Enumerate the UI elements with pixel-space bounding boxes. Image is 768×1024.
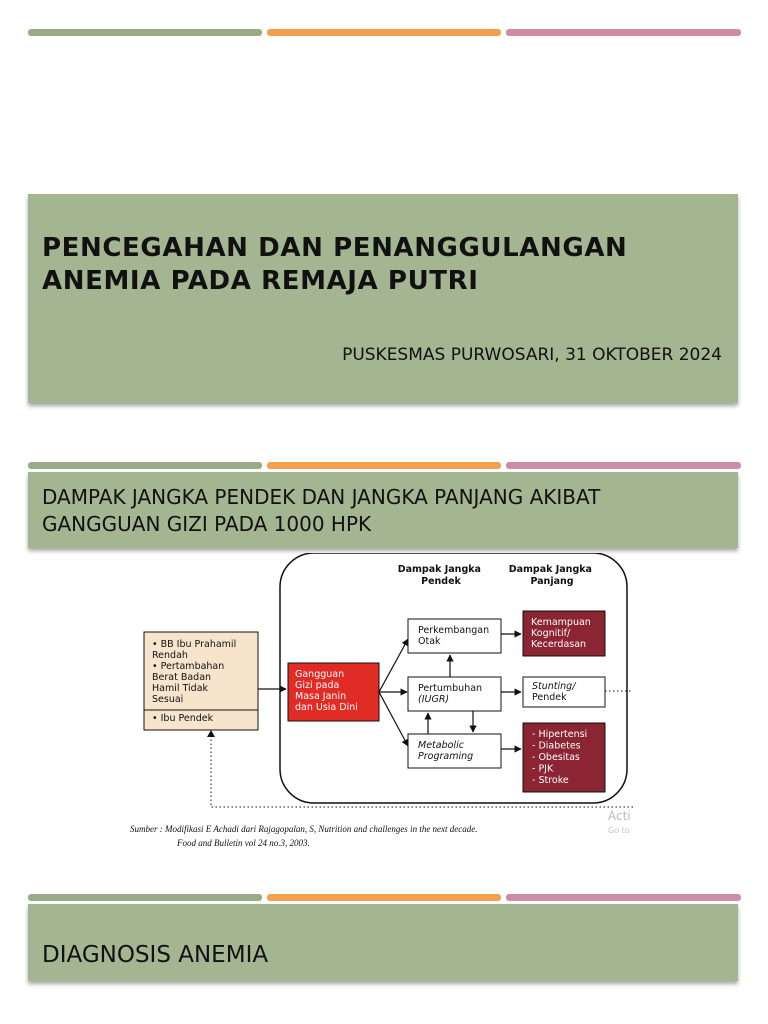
growth-box	[408, 677, 501, 711]
accent-bar-orange	[267, 462, 501, 469]
title-banner	[28, 194, 738, 403]
section-banner-diagnosis	[28, 904, 738, 981]
metabolic-programming-box	[408, 734, 501, 768]
presentation-subtitle: PUSKESMAS PURWOSARI, 31 OKTOBER 2024	[342, 345, 722, 365]
accent-bar-pink	[506, 462, 741, 469]
accent-bar-green	[28, 462, 262, 469]
accent-bar-pink	[506, 29, 741, 36]
activation-watermark: Acti	[608, 809, 631, 823]
accent-bars-slide2	[28, 462, 741, 469]
header-short-term: Dampak Jangka Pendek	[397, 564, 481, 587]
feedback-arrowhead	[207, 730, 215, 737]
section-title-dampak	[42, 484, 600, 538]
svg-text:Metabolic Programing: Metabolic Programing	[418, 740, 474, 762]
accent-bars-slide1	[28, 29, 741, 36]
section-title-line-2: GANGGUAN GIZI PADA 1000 HPK	[42, 512, 372, 536]
risk-factor-box	[144, 632, 258, 730]
diseases-box	[523, 723, 605, 792]
presentation-title	[42, 232, 627, 298]
risk-factor-text: • BB Ibu Prahamil Rendah • Pertambahan Berat Badan Hamil Tidak Sesuai • Ibu Pendek	[152, 639, 237, 724]
gizi-disorder-text: Gangguan Gizi pada Masa Janin dan Usia Dini	[295, 669, 358, 713]
accent-bar-pink	[506, 894, 741, 901]
title-line-1: PENCEGAHAN DAN PENANGGULANGAN	[42, 233, 628, 263]
accent-bars-slide3	[28, 894, 741, 901]
title-line-2: ANEMIA PADA REMAJA PUTRI	[42, 266, 479, 296]
accent-bar-orange	[267, 29, 501, 36]
brain-development-box	[408, 619, 501, 653]
section-title-line-1: DAMPAK JANGKA PENDEK DAN JANGKA PANJANG AKIBAT	[42, 485, 601, 509]
header-long-term: Dampak Jangka Panjang	[508, 564, 592, 587]
accent-bar-green	[28, 894, 262, 901]
gizi-disorder-box	[288, 663, 379, 721]
section-banner-dampak	[28, 472, 738, 548]
svg-text:Perkembangan Otak: Perkembangan Otak	[418, 625, 490, 647]
stunting-box	[523, 677, 605, 707]
svg-text:Pertumbuhan (IUGR): Pertumbuhan (IUGR)	[418, 683, 483, 705]
svg-text:Kemampuan Kognitif/: Kemampuan Kognitif/ Kecerdasan	[531, 617, 591, 650]
section-title-diagnosis: DIAGNOSIS ANEMIA	[42, 942, 269, 968]
cognitive-box	[523, 611, 605, 656]
activation-watermark-hint: Go to	[608, 826, 630, 835]
diagram-source: Sumber : Modifikasi E Achadi dari Rajagopalan, S, Nutrition and challenges in the next decade. Food and Bulletin vol 24 no.3, 2003.	[130, 824, 478, 848]
accent-bar-orange	[267, 894, 501, 901]
accent-bar-green	[28, 29, 262, 36]
impact-diagram	[128, 553, 633, 853]
svg-text:- Hipertensi - Diabetes: - Hipertensi - Diabetes - Obesitas - PJK - Stroke	[532, 729, 588, 786]
svg-text:Stunting/ Pendek: Stunting/ Pendek	[532, 681, 576, 703]
